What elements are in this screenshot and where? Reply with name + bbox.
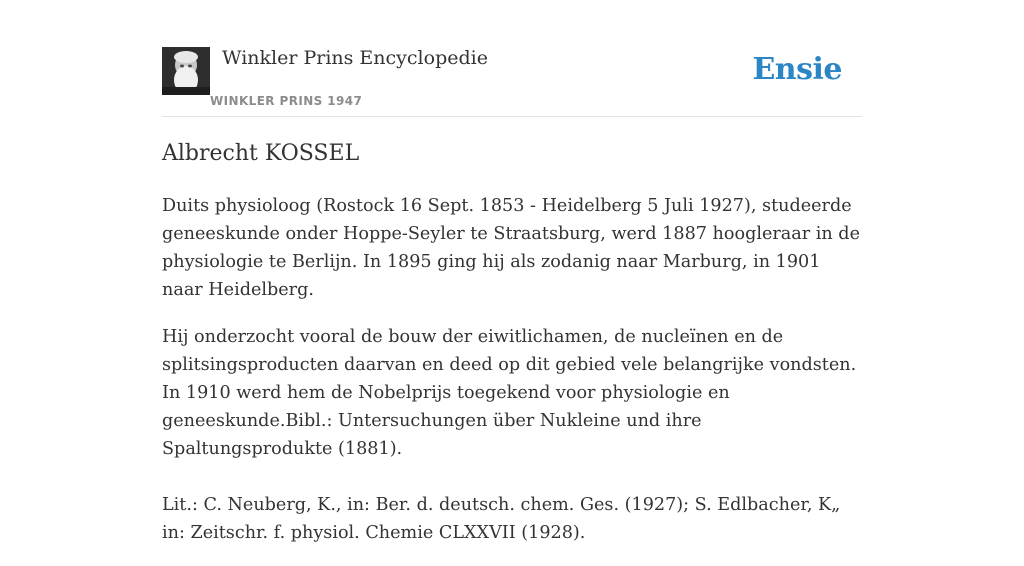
article-paragraph: Hij onderzocht vooral de bouw der eiwitlichamen, de nucleïnen en de splitsingsproducten daarvan en deed op dit gebied vele belangrijke vondsten. In 1910 werd hem de Nobelprijs toegekend voor physiologie en geneeskunde.Bibl.: Untersuchungen über Nukleine und ihre Spaltungsprodukte (1881). bbox=[162, 327, 857, 459]
bearded-man-portrait-icon bbox=[162, 47, 210, 95]
site-header bbox=[162, 46, 862, 117]
avatar[interactable] bbox=[162, 47, 210, 95]
article-paragraph: Duits physioloog (Rostock 16 Sept. 1853 - Heidelberg 5 Juli 1927), studeerde geneeskunde onder Hoppe-Seyler te Straatsburg, werd 1887 hoogleraar in de physiologie te Berlijn. In 1895 ging hij als zodanig naar Marburg, in 1901 naar Heidelberg. bbox=[162, 196, 860, 300]
site-title[interactable]: Winkler Prins Encyclopedie bbox=[222, 47, 488, 69]
article bbox=[162, 138, 862, 566]
article-literature: Lit.: C. Neuberg, K., in: Ber. d. deutsch. chem. Ges. (1927); S. Edlbacher, K„ in: Zeitschr. f. physiol. Chemie CLXXVII (1928). bbox=[162, 495, 841, 543]
ensie-logo[interactable]: Ensie bbox=[752, 52, 842, 87]
article-title: Albrecht KOSSEL bbox=[162, 141, 360, 166]
encyclopedia-edition-label[interactable]: WINKLER PRINS 1947 bbox=[210, 94, 363, 108]
